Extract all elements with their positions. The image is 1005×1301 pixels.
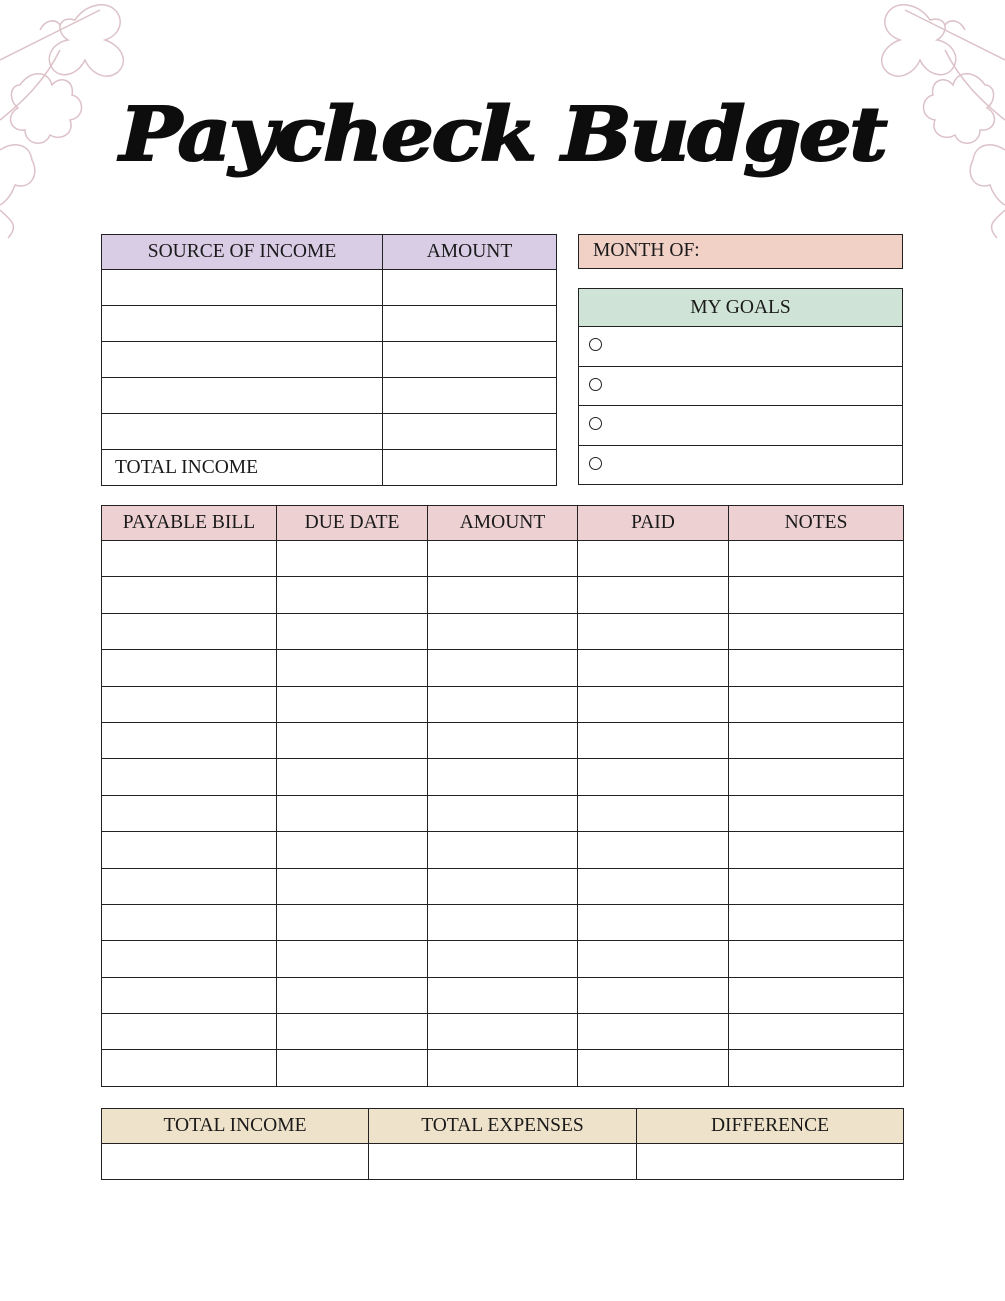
bill-row [102,577,904,613]
goal-item [579,327,903,367]
bill-amount-cell[interactable] [428,1050,578,1086]
bill-row [102,977,904,1013]
bill-row [102,832,904,868]
bill-amount-cell[interactable] [428,795,578,831]
summary-total-income-cell[interactable] [102,1144,369,1180]
bill-name-cell[interactable] [102,722,277,758]
paid-cell[interactable] [578,795,729,831]
bill-row [102,868,904,904]
goals-table [578,288,903,485]
paid-cell[interactable] [578,868,729,904]
bill-name-cell[interactable] [102,941,277,977]
notes-cell[interactable] [729,977,904,1013]
notes-cell[interactable] [729,759,904,795]
bill-name-cell[interactable] [102,1050,277,1086]
bill-name-cell[interactable] [102,541,277,577]
bill-amount-cell[interactable] [428,541,578,577]
total-income-row [102,450,557,486]
due-date-cell[interactable] [277,722,428,758]
circle-icon[interactable] [589,378,602,391]
bill-row [102,1014,904,1050]
my-goals-header: MY GOALS [579,289,903,327]
notes-cell[interactable] [729,868,904,904]
paid-cell[interactable] [578,613,729,649]
due-date-cell[interactable] [277,577,428,613]
due-date-cell[interactable] [277,1014,428,1050]
notes-cell[interactable] [729,650,904,686]
summary-difference-header: DIFFERENCE [637,1109,904,1144]
bill-row [102,650,904,686]
paid-cell[interactable] [578,577,729,613]
bill-name-cell[interactable] [102,868,277,904]
payable-bill-header: PAYABLE BILL [102,506,277,541]
notes-cell[interactable] [729,795,904,831]
paid-header: PAID [578,506,729,541]
due-date-cell[interactable] [277,650,428,686]
paid-cell[interactable] [578,759,729,795]
goal-item [579,406,903,446]
summary-row [102,1144,904,1180]
due-date-cell[interactable] [277,759,428,795]
notes-cell[interactable] [729,1050,904,1086]
income-row [102,270,557,306]
bill-row [102,686,904,722]
due-date-cell[interactable] [277,941,428,977]
due-date-cell[interactable] [277,832,428,868]
bill-row [102,613,904,649]
summary-total-expenses-header: TOTAL EXPENSES [369,1109,637,1144]
bill-amount-cell[interactable] [428,650,578,686]
bill-row [102,941,904,977]
bill-name-cell[interactable] [102,1014,277,1050]
bill-amount-cell[interactable] [428,722,578,758]
bill-amount-cell[interactable] [428,1014,578,1050]
bills-table [101,505,904,1087]
bill-amount-cell[interactable] [428,868,578,904]
bill-name-cell[interactable] [102,832,277,868]
bill-name-cell[interactable] [102,977,277,1013]
paid-cell[interactable] [578,1050,729,1086]
notes-cell[interactable] [729,1014,904,1050]
notes-cell[interactable] [729,904,904,940]
income-source-cell[interactable] [102,342,383,378]
due-date-cell[interactable] [277,795,428,831]
bill-amount-cell[interactable] [428,977,578,1013]
income-source-cell[interactable] [102,414,383,450]
income-row [102,342,557,378]
due-date-cell[interactable] [277,1050,428,1086]
bill-name-cell[interactable] [102,650,277,686]
month-of-label: MONTH OF: [593,240,700,261]
circle-icon[interactable] [589,417,602,430]
goal-item [579,366,903,406]
notes-cell[interactable] [729,832,904,868]
source-of-income-header: SOURCE OF INCOME [102,235,383,270]
bill-amount-cell[interactable] [428,759,578,795]
bill-name-cell[interactable] [102,686,277,722]
bill-name-cell[interactable] [102,795,277,831]
notes-cell[interactable] [729,941,904,977]
total-income-amount-cell[interactable] [383,450,557,486]
due-date-cell[interactable] [277,868,428,904]
notes-cell[interactable] [729,577,904,613]
due-date-cell[interactable] [277,977,428,1013]
paid-cell[interactable] [578,941,729,977]
income-amount-cell[interactable] [383,378,557,414]
due-date-cell[interactable] [277,541,428,577]
goal-cell[interactable] [579,445,903,485]
paid-cell[interactable] [578,650,729,686]
notes-header: NOTES [729,506,904,541]
paid-cell[interactable] [578,977,729,1013]
notes-cell[interactable] [729,613,904,649]
goal-cell[interactable] [579,406,903,446]
bill-amount-cell[interactable] [428,941,578,977]
income-source-cell[interactable] [102,306,383,342]
bill-name-cell[interactable] [102,904,277,940]
paid-cell[interactable] [578,832,729,868]
paid-cell[interactable] [578,722,729,758]
notes-cell[interactable] [729,722,904,758]
bill-row [102,541,904,577]
month-of-field[interactable] [578,234,903,269]
bill-name-cell[interactable] [102,613,277,649]
summary-table [101,1108,904,1180]
goal-cell[interactable] [579,366,903,406]
notes-cell[interactable] [729,541,904,577]
goal-item [579,445,903,485]
bill-amount-cell[interactable] [428,904,578,940]
paid-cell[interactable] [578,686,729,722]
paid-cell[interactable] [578,904,729,940]
due-date-cell[interactable] [277,904,428,940]
bill-amount-header: AMOUNT [428,506,578,541]
paid-cell[interactable] [578,1014,729,1050]
summary-difference-cell[interactable] [637,1144,904,1180]
circle-icon[interactable] [589,338,602,351]
summary-total-expenses-cell[interactable] [369,1144,637,1180]
income-amount-cell[interactable] [383,270,557,306]
income-source-cell[interactable] [102,378,383,414]
bill-row [102,904,904,940]
bill-name-cell[interactable] [102,759,277,795]
income-row [102,378,557,414]
income-amount-cell[interactable] [383,342,557,378]
income-amount-cell[interactable] [383,414,557,450]
goal-cell[interactable] [579,327,903,367]
bill-amount-cell[interactable] [428,613,578,649]
bill-amount-cell[interactable] [428,686,578,722]
notes-cell[interactable] [729,686,904,722]
income-amount-cell[interactable] [383,306,557,342]
income-table [101,234,557,486]
total-income-label: TOTAL INCOME [102,450,383,486]
due-date-cell[interactable] [277,686,428,722]
bill-row [102,795,904,831]
bill-amount-cell[interactable] [428,832,578,868]
income-row [102,306,557,342]
bill-row [102,722,904,758]
income-amount-header: AMOUNT [383,235,557,270]
income-source-cell[interactable] [102,270,383,306]
bill-amount-cell[interactable] [428,577,578,613]
income-row [102,414,557,450]
due-date-header: DUE DATE [277,506,428,541]
summary-total-income-header: TOTAL INCOME [102,1109,369,1144]
circle-icon[interactable] [589,457,602,470]
bill-name-cell[interactable] [102,577,277,613]
due-date-cell[interactable] [277,613,428,649]
bill-row [102,1050,904,1086]
bill-row [102,759,904,795]
page-title: Paycheck Budget [119,92,886,178]
paid-cell[interactable] [578,541,729,577]
